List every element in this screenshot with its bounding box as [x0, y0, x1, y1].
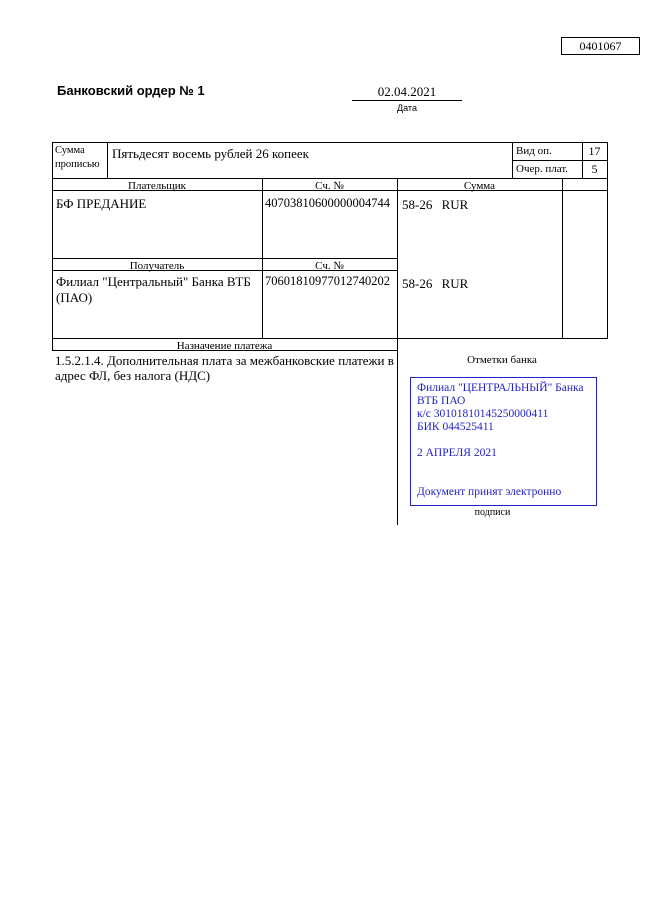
amount-column-header: Сумма: [463, 180, 496, 192]
table-line-words-label: [107, 142, 108, 178]
bank-stamp-line: [417, 460, 590, 473]
bank-stamp-line: БИК 044525411: [417, 421, 494, 433]
payee-account-header: Сч. №: [315, 260, 344, 272]
purpose-text: 1.5.2.1.4. Дополнительная плата за межбанковские платежи в адрес ФЛ, без налога (НДС): [55, 353, 394, 383]
table-line-left: [52, 142, 53, 350]
table-line-under-payee: [52, 338, 608, 339]
bank-stamp-line: 2 АПРЕЛЯ 2021: [417, 447, 497, 459]
table-line-right: [607, 142, 608, 338]
signatures-label: подписи: [474, 507, 511, 518]
table-line-op-divider: [512, 160, 608, 161]
payer-header: Плательщик: [128, 180, 186, 192]
bank-stamp-line: Документ принят электронно: [417, 486, 562, 498]
payer-account: 40703810600000004744: [265, 196, 390, 210]
table-line-op-left: [512, 142, 513, 178]
payee-account: 70601810977012740202: [265, 274, 390, 288]
bank-stamp-line: [417, 434, 590, 447]
date-value: 02.04.2021: [377, 84, 437, 99]
table-line-under-words: [52, 178, 608, 179]
form-code-box: [561, 37, 640, 55]
date-underline: [352, 100, 462, 101]
payee-name: Филиал "Центральный" Банка ВТБ (ПАО): [56, 274, 251, 305]
date-label: Дата: [397, 103, 417, 113]
payer-amount: 58-26 RUR: [402, 197, 469, 212]
operation-type-value: 17: [588, 144, 601, 158]
document-title: Банковский ордер № 1: [57, 83, 205, 98]
bank-stamp-line: к/с 30101810145250000411: [417, 408, 549, 420]
payment-priority-value: 5: [591, 162, 598, 176]
purpose-header: Назначение платежа: [176, 340, 273, 352]
table-line-middle: [397, 178, 398, 525]
bank-stamp-line: Филиал "ЦЕНТРАЛЬНЫЙ" Банка: [417, 382, 584, 394]
amount-words-label: Сумма прописью: [55, 145, 100, 170]
amount-words-value: Пятьдесят восемь рублей 26 копеек: [112, 146, 309, 161]
operation-type-label: Вид оп.: [516, 145, 552, 157]
bank-stamp-line: ВТБ ПАО: [417, 395, 466, 407]
payee-header: Получатель: [129, 260, 185, 272]
table-line-sum-inner: [562, 178, 563, 338]
payer-account-header: Сч. №: [315, 180, 344, 192]
bank-marks-header: Отметки банка: [467, 354, 537, 366]
bank-stamp-line: [417, 473, 590, 486]
table-line-under-payer: [52, 258, 397, 259]
payment-priority-label: Очер. плат.: [516, 163, 569, 175]
table-line-name-account: [262, 178, 263, 338]
table-line-top: [52, 142, 608, 143]
payer-name: БФ ПРЕДАНИЕ: [56, 196, 147, 211]
bank-stamp: [410, 377, 597, 506]
payee-amount: 58-26 RUR: [402, 276, 469, 291]
form-code: 0401067: [579, 39, 622, 53]
